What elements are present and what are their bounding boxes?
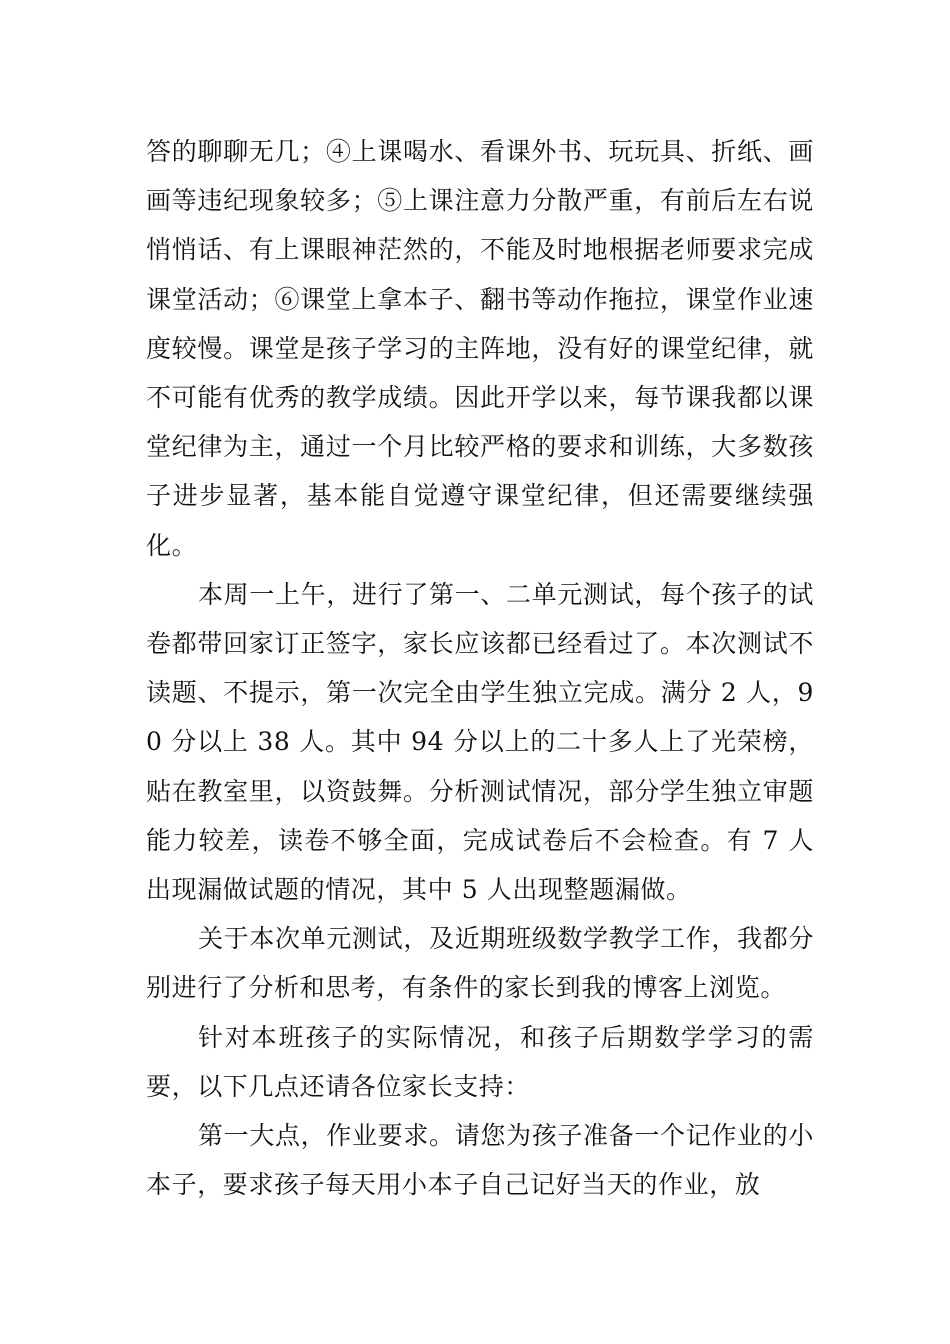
document-body <box>146 127 814 1209</box>
paragraph-classroom-discipline: 答的聊聊无几；④上课喝水、看课外书、玩玩具、折纸、画画等违纪现象较多；⑤上课注意力分散严重，有前后左右说悄悄话、有上课眼神茫然的，不能及时地根据老师要求完成课堂活动；⑥课堂上拿本子、翻书等动作拖拉，课堂作业速度较慢。课堂是孩子学习的主阵地，没有好的课堂纪律，就不可能有优秀的教学成绩。因此开学以来，每节课我都以课堂纪律为主，通过一个月比较严格的要求和训练，大多数孩子进步显著，基本能自觉遵守课堂纪律，但还需要继续强化。 <box>146 137 814 560</box>
paragraph-homework-requirements: 第一大点，作业要求。请您为孩子准备一个记作业的小本子，要求孩子每天用小本子自己记好当天的作业，放 <box>146 1121 814 1200</box>
paragraph-unit-test: 本周一上午，进行了第一、二单元测试，每个孩子的试卷都带回家订正签字，家长应该都已经看过了。本次测试不读题、不提示，第一次完全由学生独立完成。满分 2 人，90 分以上 38 人。其中 94 分以上的二十多人上了光荣榜，贴在教室里，以资鼓舞。分析测试情况，部分学生独立审题能力较差，读卷不够全面，完成试卷后不会检查。有 7 人出现漏做试题的情况，其中 5 人出现整题漏做。 <box>146 579 814 905</box>
paragraph-blog-analysis: 关于本次单元测试，及近期班级数学教学工作，我都分别进行了分析和思考，有条件的家长到我的博客上浏览。 <box>146 924 814 1003</box>
paragraph-parent-support: 针对本班孩子的实际情况，和孩子后期数学学习的需要，以下几点还请各位家长支持： <box>146 1022 814 1101</box>
